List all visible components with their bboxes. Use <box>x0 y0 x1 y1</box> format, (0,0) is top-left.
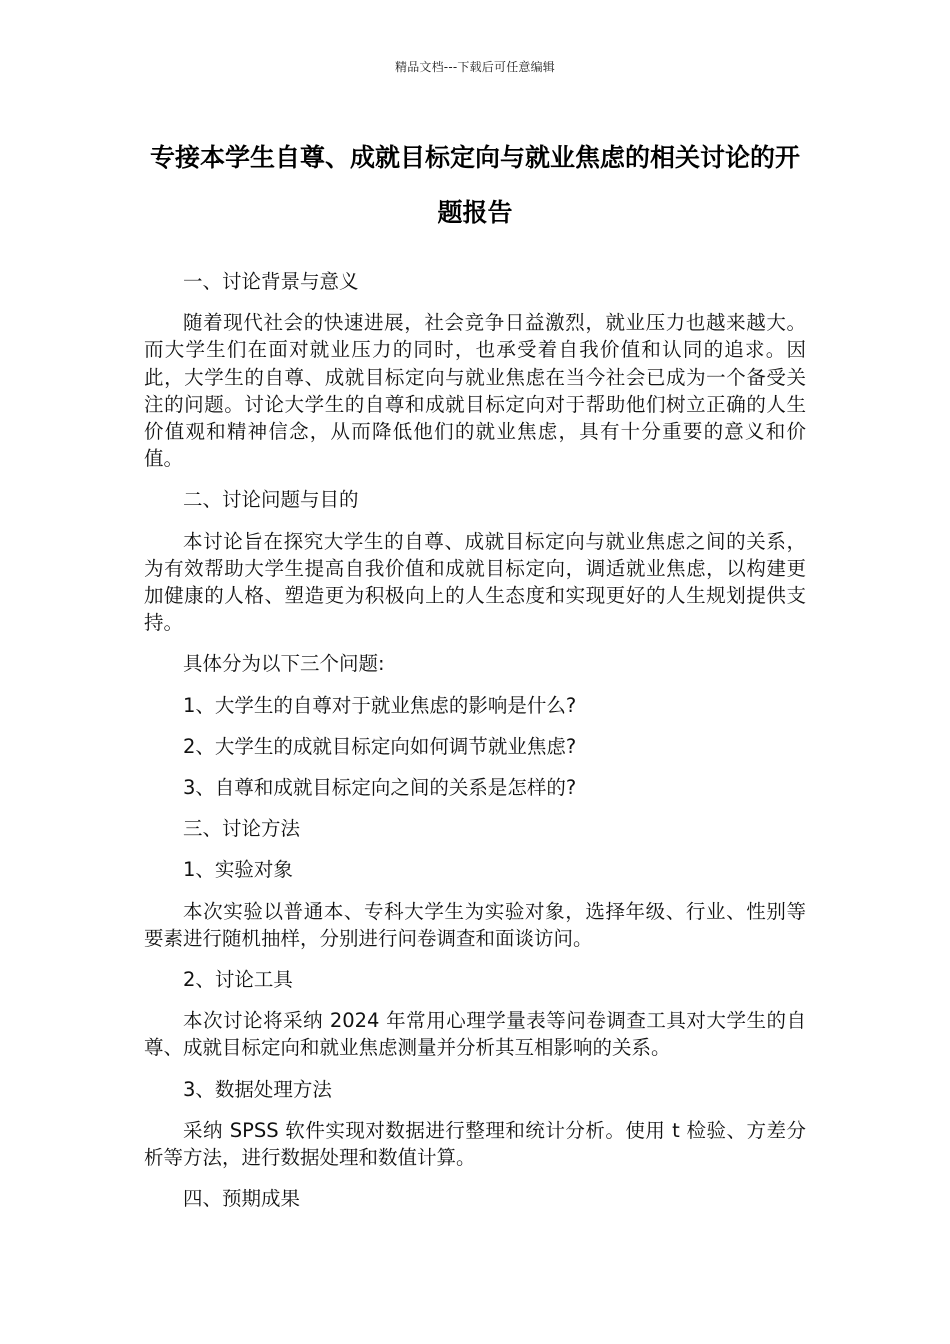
questions-intro: 具体分为以下三个问题: <box>183 652 385 676</box>
question-item-2: 2、大学生的成就目标定向如何调节就业焦虑? <box>183 734 577 758</box>
section-heading-background: 一、讨论背景与意义 <box>183 270 359 293</box>
question-item-3: 3、自尊和成就目标定向之间的关系是怎样的? <box>183 776 577 800</box>
subheading-data-processing: 3、数据处理方法 <box>183 1077 332 1101</box>
document-title: 专接本学生自尊、成就目标定向与就业焦虑的相关讨论的开题报告 <box>149 143 800 227</box>
paragraph-subjects: 本次实验以普通本、专科大学生为实验对象，选择年级、行业、性别等要素进行随机抽样，分别进行问卷调查和面谈访问。 <box>144 899 806 950</box>
subheading-subjects: 1、实验对象 <box>183 858 293 882</box>
paragraph-background: 随着现代社会的快速进展，社会竞争日益激烈，就业压力也越来越大。而大学生们在面对就业压力的同时，也承受着自我价值和认同的追求。因此，大学生的自尊、成就目标定向与就业焦虑在当今社会已成为一个备受关注的问题。讨论大学生的自尊和成就目标定向对于帮助他们树立正确的人生价值观和精神信念，从而降低他们的就业焦虑，具有十分重要的意义和价值。 <box>144 311 806 471</box>
page-header-note: 精品文档---下载后可任意编辑 <box>395 60 555 74</box>
subheading-tools: 2、讨论工具 <box>183 968 293 992</box>
paragraph-data-processing: 采纳 SPSS 软件实现对数据进行整理和统计分析。使用 t 检验、方差分析等方法，进行数据处理和数值计算。 <box>144 1118 806 1170</box>
paragraph-purpose: 本讨论旨在探究大学生的自尊、成就目标定向与就业焦虑之间的关系，为有效帮助大学生提高自我价值和成就目标定向，调适就业焦虑，以构建更加健康的人格、塑造更为积极向上的人生态度和实现更好的人生规划提供支持。 <box>144 529 806 635</box>
question-item-1: 1、大学生的自尊对于就业焦虑的影响是什么? <box>183 693 577 717</box>
document-body <box>144 268 806 1226</box>
paragraph-tools: 本次讨论将采纳 2024 年常用心理学量表等问卷调查工具对大学生的自尊、成就目标定向和就业焦虑测量并分析其互相影响的关系。 <box>144 1009 806 1060</box>
section-heading-questions: 二、讨论问题与目的 <box>183 488 359 512</box>
section-heading-expected-results: 四、预期成果 <box>183 1187 301 1211</box>
section-heading-methods: 三、讨论方法 <box>183 817 301 841</box>
